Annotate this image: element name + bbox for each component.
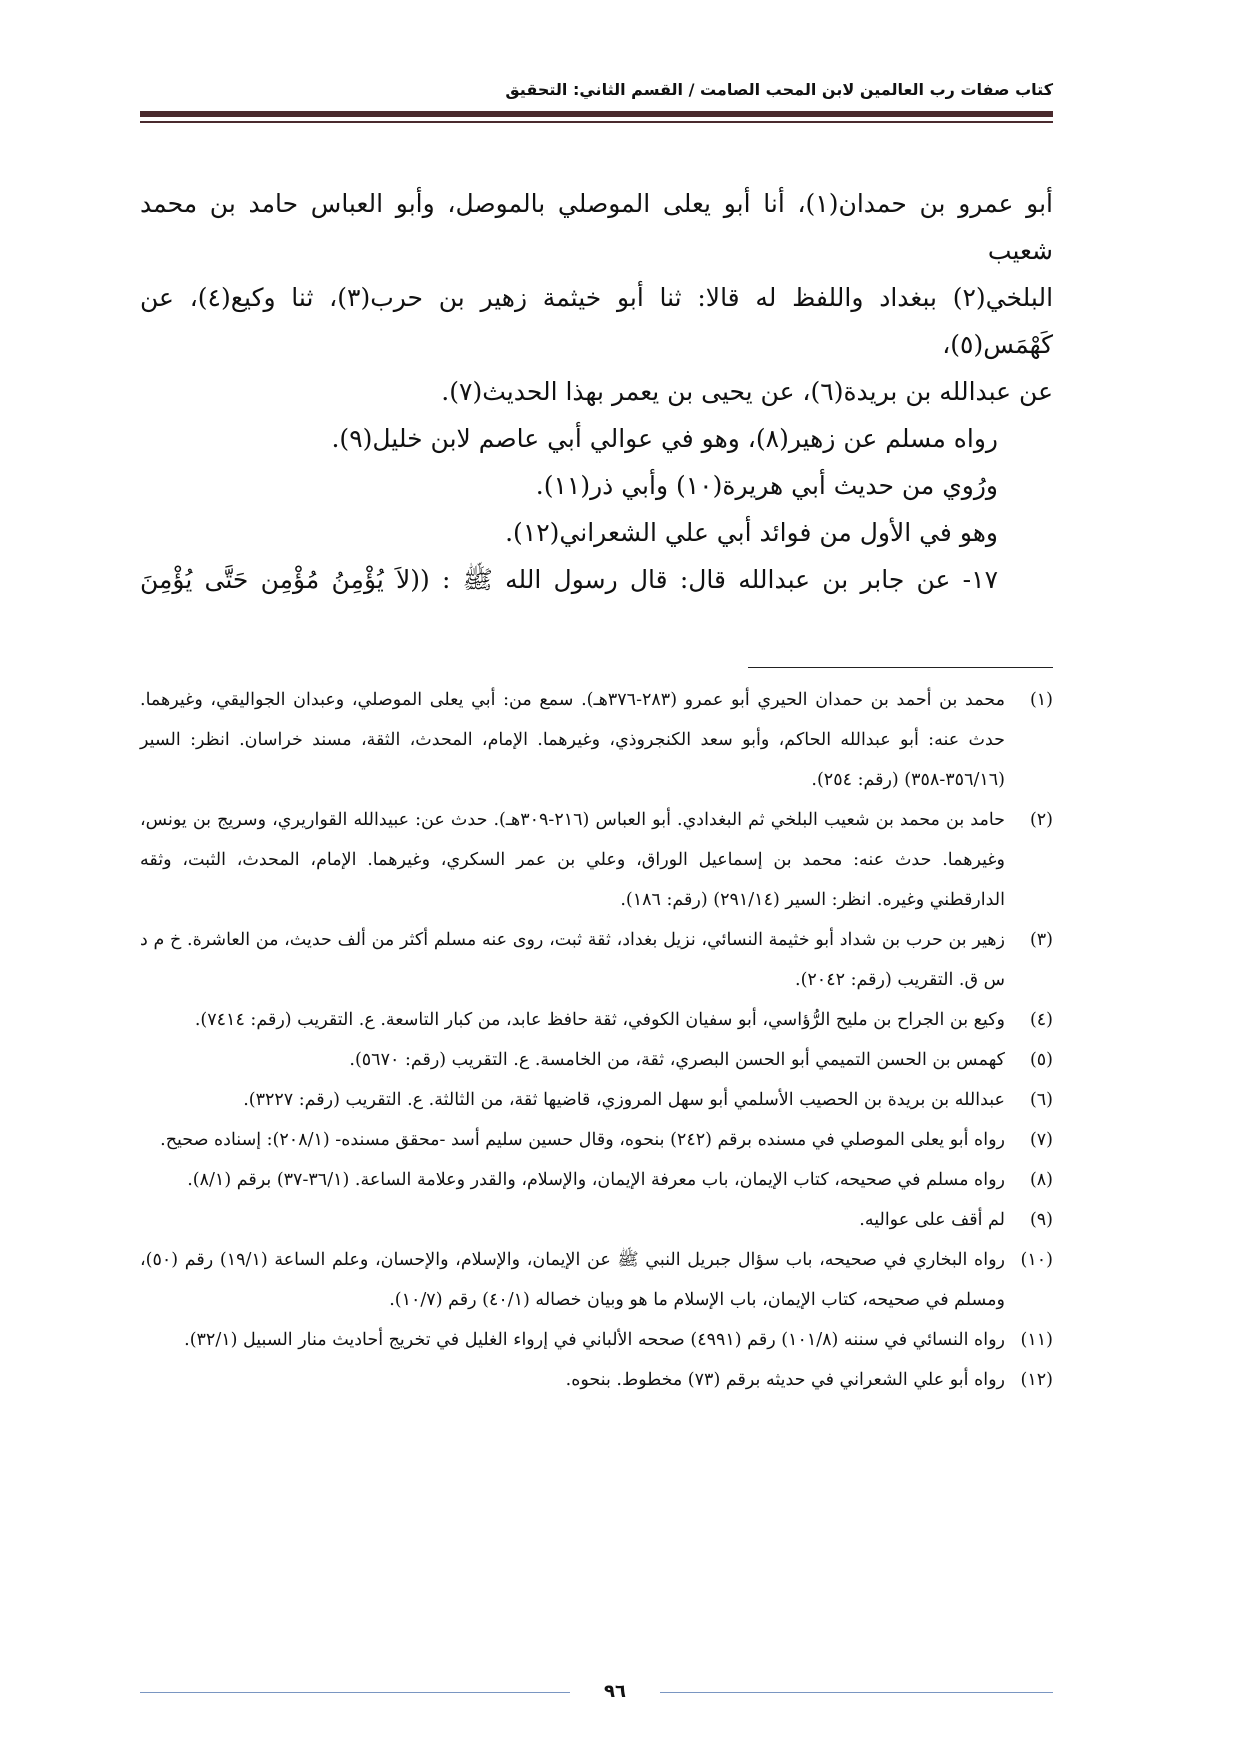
footnote-number: (٤)	[1029, 1010, 1053, 1030]
footnote-5	[140, 1040, 1053, 1080]
footnote-7	[140, 1120, 1053, 1160]
body-line-7: ١٧- عن جابر بن عبدالله قال: قال رسول الله ﷺ : ((لاَ يُؤْمِنُ مُؤْمِن حَتَّى يُؤْمِنَ	[140, 565, 998, 594]
footnote-text: لم أقف على عواليه.	[859, 1210, 1005, 1230]
header-rule-thin	[140, 121, 1053, 123]
footnote-3	[140, 920, 1053, 1000]
footnote-2	[140, 800, 1053, 920]
footnote-12	[140, 1360, 1053, 1400]
body-line-4: رواه مسلم عن زهير(٨)، وهو في عوالي أبي عاصم لابن خليل(٩).	[331, 424, 998, 453]
footnote-text: كهمس بن الحسن التميمي أبو الحسن البصري، ثقة، من الخامسة. ع. التقريب (رقم: ٥٦٧٠).	[349, 1050, 1005, 1070]
footnote-number: (٢)	[1029, 810, 1053, 830]
footnote-number: (٦)	[1029, 1090, 1053, 1110]
footnote-4	[140, 1000, 1053, 1040]
header-rule-thick	[140, 111, 1053, 117]
footnote-text: زهير بن حرب بن شداد أبو خثيمة النسائي، نزيل بغداد، ثقة ثبت، روى عنه مسلم أكثر من ألف حديث، من العاشرة. خ م د س ق. التقريب (رقم: ٢٠٤٢).	[140, 930, 1005, 990]
footnote-number: (٩)	[1029, 1210, 1053, 1230]
footnote-number: (١١)	[1020, 1330, 1053, 1350]
footnote-6	[140, 1080, 1053, 1120]
body-line-3: عن عبدالله بن بريدة(٦)، عن يحيى بن يعمر بهذا الحديث(٧).	[441, 377, 1053, 406]
body-line-5: ورُوي من حديث أبي هريرة(١٠) وأبي ذر(١١).	[535, 471, 998, 500]
page-number: ٩٦	[604, 1681, 626, 1702]
footnote-number: (٣)	[1029, 930, 1053, 950]
running-header-title: كتاب صفات رب العالمين لابن المحب الصامت / القسم الثاني: التحقيق	[505, 80, 1053, 99]
footnotes	[140, 680, 1053, 1400]
footer-rule-right	[660, 1692, 1053, 1693]
body-line-2: البلخي(٢) ببغداد واللفظ له قالا: ثنا أبو خيثمة زهير بن حرب(٣)، ثنا وكيع(٤)، عن كَهْمَس(٥)،	[140, 283, 1054, 359]
footnote-text: محمد بن أحمد بن حمدان الحيري أبو عمرو (٢٨٣-٣٧٦هـ). سمع من: أبي يعلى الموصلي، وعبدان الجواليقي، وغيرهما. حدث عنه: أبو عبدالله الحاكم، وأبو سعد الكنجروذي، وغيرهما. الإمام، المحدث، الثقة، مسند خراسان. انظر: السير (٣٥٦/١٦-٣٥٨) (رقم: ٢٥٤).	[140, 690, 1005, 790]
footnote-number: (٨)	[1029, 1170, 1053, 1190]
main-text	[140, 180, 1053, 603]
body-line-6: وهو في الأول من فوائد أبي علي الشعراني(١٢).	[505, 518, 998, 547]
body-line-1: أبو عمرو بن حمدان(١)، أنا أبو يعلى الموصلي بالموصل، وأبو العباس حامد بن محمد شعيب	[140, 189, 1053, 265]
footnote-8	[140, 1160, 1053, 1200]
footer-rule-left	[140, 1692, 570, 1693]
footnote-number: (٧)	[1029, 1130, 1053, 1150]
footnote-text: وكيع بن الجراح بن مليح الرُّؤاسي، أبو سفيان الكوفي، ثقة حافظ عابد، من كبار التاسعة. ع. التقريب (رقم: ٧٤١٤).	[194, 1010, 1005, 1030]
footnote-text: رواه البخاري في صحيحه، باب سؤال جبريل النبي ﷺ عن الإيمان، والإسلام، والإحسان، وعلم الساعة (١٩/١) رقم (٥٠)، ومسلم في صحيحه، كتاب الإيمان، باب الإسلام ما هو وبيان خصاله (٤٠/١) رقم (١٠/٧).	[140, 1250, 1005, 1310]
footnote-10	[140, 1240, 1053, 1320]
footnote-text: عبدالله بن بريدة بن الحصيب الأسلمي أبو سهل المروزي، قاضيها ثقة، من الثالثة. ع. التقريب (رقم: ٣٢٢٧).	[243, 1090, 1005, 1110]
footnote-text: رواه النسائي في سننه (١٠١/٨) رقم (٤٩٩١) صححه الألباني في إرواء الغليل في تخريج أحاديث منار السبيل (٣٢/١).	[184, 1330, 1005, 1350]
footnote-number: (١٠)	[1020, 1250, 1053, 1270]
footnote-text: رواه أبو يعلى الموصلي في مسنده برقم (٢٤٢) بنحوه، وقال حسين سليم أسد -محقق مسنده- (٢٠٨/١): إسناده صحيح.	[160, 1130, 1005, 1150]
footnote-1	[140, 680, 1053, 800]
footnote-9	[140, 1200, 1053, 1240]
footnote-text: رواه أبو علي الشعراني في حديثه برقم (٧٣) مخطوط. بنحوه.	[565, 1370, 1005, 1390]
footnote-text: حامد بن محمد بن شعيب البلخي ثم البغدادي. أبو العباس (٢١٦-٣٠٩هـ). حدث عن: عبيدالله القواريري، وسريج بن يونس، وغيرهما. حدث عنه: محمد بن إسماعيل الوراق، وعلي بن عمر السكري، وغيرهما. الإمام، المحدث، الثبت، وثقه الدارقطني وغيره. انظر: السير (٢٩١/١٤) (رقم: ١٨٦).	[140, 810, 1005, 910]
footnote-number: (١)	[1029, 690, 1053, 710]
footnote-number: (٥)	[1029, 1050, 1053, 1070]
footnote-11	[140, 1320, 1053, 1360]
footnote-separator	[748, 667, 1053, 668]
footnote-text: رواه مسلم في صحيحه، كتاب الإيمان، باب معرفة الإيمان، والإسلام، والقدر وعلامة الساعة. (٣٦/١-٣٧) برقم (٨/١).	[187, 1170, 1005, 1190]
footnote-number: (١٢)	[1020, 1370, 1053, 1390]
